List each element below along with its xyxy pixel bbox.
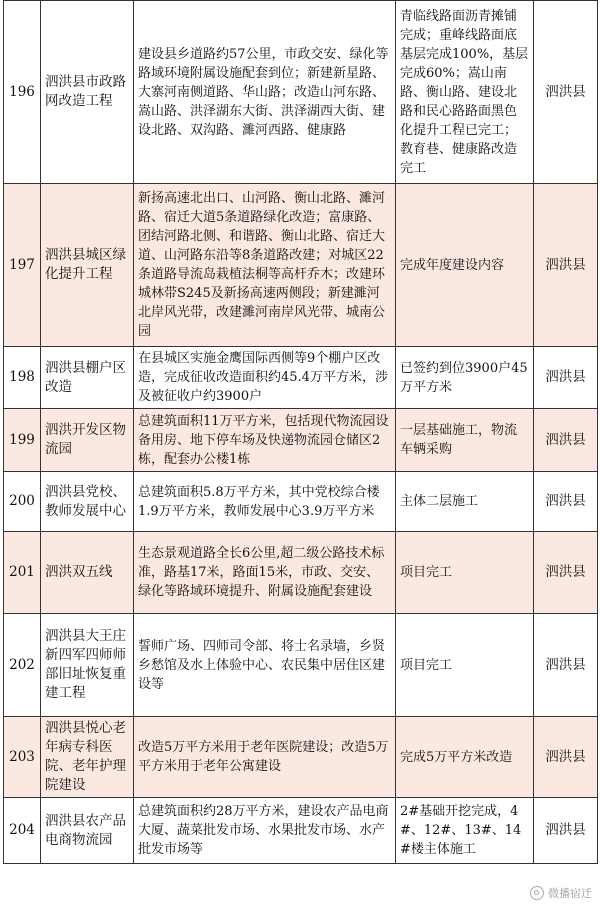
row-number: 201 xyxy=(4,532,41,614)
progress-status: 主体二层施工 xyxy=(396,472,534,532)
region: 泗洪县 xyxy=(534,798,598,864)
watermark xyxy=(530,885,592,901)
progress-status: 项目完工 xyxy=(396,532,534,614)
project-name: 泗洪开发区物流园 xyxy=(41,409,134,472)
table-row xyxy=(4,798,598,864)
row-number: 199 xyxy=(4,409,41,472)
region: 泗洪县 xyxy=(534,717,598,798)
region: 泗洪县 xyxy=(534,472,598,532)
region: 泗洪县 xyxy=(534,347,598,409)
project-table xyxy=(3,0,598,864)
row-number: 198 xyxy=(4,347,41,409)
construction-content: 在县城区实施金鹰国际西侧等9个棚户区改造，完成征收改造面积约45.4万平方米，涉及被征收户约3900户 xyxy=(134,347,396,409)
table-row xyxy=(4,184,598,347)
progress-status: 青临线路面沥青摊铺完成；重峰线路面底基层完成100%，基层完成60%；嵩山南路、衡山路、建设北路和民心路路面黑色化提升工程已完工；教育巷、健康路改造完工 xyxy=(396,1,534,184)
wechat-icon xyxy=(530,886,544,900)
construction-content: 誓师广场、四师司令部、将士名录墙，乡贤乡愁馆及水上体验中心、农民集中居住区建设等 xyxy=(134,614,396,717)
progress-status: 项目完工 xyxy=(396,614,534,717)
construction-content: 总建筑面积约28万平方米，建设农产品电商大厦、蔬菜批发市场、水果批发市场、水产批发市场等 xyxy=(134,798,396,864)
project-name: 泗洪县大王庄新四军四师师部旧址恢复重建工程 xyxy=(41,614,134,717)
progress-status: 完成5万平方米改造 xyxy=(396,717,534,798)
progress-status: 一层基础施工，物流车辆采购 xyxy=(396,409,534,472)
table-row xyxy=(4,717,598,798)
construction-content: 生态景观道路全长6公里,超二级公路技术标准，路基17米，路面15米，市政、交安、绿化等路域环境提升、附属设施配套建设 xyxy=(134,532,396,614)
table-row xyxy=(4,532,598,614)
project-name: 泗洪县农产品电商物流园 xyxy=(41,798,134,864)
row-number: 200 xyxy=(4,472,41,532)
region: 泗洪县 xyxy=(534,184,598,347)
project-name: 泗洪县市政路网改造工程 xyxy=(41,1,134,184)
project-name: 泗洪县城区绿化提升工程 xyxy=(41,184,134,347)
row-number: 202 xyxy=(4,614,41,717)
region: 泗洪县 xyxy=(534,614,598,717)
construction-content: 新扬高速北出口、山河路、衡山北路、濉河路、宿迁大道5条道路绿化改造；富康路、团结河路北侧、和谐路、衡山北路、宿迁大道、山河路东沿等8条道路改建；对城区22条道路导流岛栽植法桐等高杆乔木；改建环城林带S245及新扬高速两侧段；新建濉河北岸风光带，改建濉河南岸风光带、城南公园 xyxy=(134,184,396,347)
table-row xyxy=(4,614,598,717)
region: 泗洪县 xyxy=(534,532,598,614)
construction-content: 改造5万平方米用于老年医院建设；改造5万平方米用于老年公寓建设 xyxy=(134,717,396,798)
table-row xyxy=(4,472,598,532)
construction-content: 总建筑面积11万平方米，包括现代物流园设备用房、地下停车场及快递物流园仓储区2栋，配套办公楼1栋 xyxy=(134,409,396,472)
project-name: 泗洪双五线 xyxy=(41,532,134,614)
row-number: 204 xyxy=(4,798,41,864)
row-number: 197 xyxy=(4,184,41,347)
project-name: 泗洪县棚户区改造 xyxy=(41,347,134,409)
table-row xyxy=(4,1,598,184)
construction-content: 建设县乡道路约57公里，市政交安、绿化等路域环境附属设施配套到位；新建新星路、大寨河南侧道路、华山路；改造山河东路、嵩山路、洪泽湖东大街、洪泽湖西大街、建设北路、双沟路、濉河西路、健康路 xyxy=(134,1,396,184)
region: 泗洪县 xyxy=(534,409,598,472)
progress-status: 完成年度建设内容 xyxy=(396,184,534,347)
table-row xyxy=(4,347,598,409)
progress-status: 2#基础开挖完成，4#、12#、13#、14#楼主体施工 xyxy=(396,798,534,864)
row-number: 203 xyxy=(4,717,41,798)
row-number: 196 xyxy=(4,1,41,184)
construction-content: 总建筑面积5.8万平方米，其中党校综合楼1.9万平方米，教师发展中心3.9万平方米 xyxy=(134,472,396,532)
progress-status: 已签约到位3900户45万平方米 xyxy=(396,347,534,409)
project-name: 泗洪县悦心老年病专科医院、老年护理院建设 xyxy=(41,717,134,798)
watermark-text: 微播宿迁 xyxy=(548,887,592,900)
project-name: 泗洪县党校、教师发展中心 xyxy=(41,472,134,532)
region: 泗洪县 xyxy=(534,1,598,184)
table-row xyxy=(4,409,598,472)
